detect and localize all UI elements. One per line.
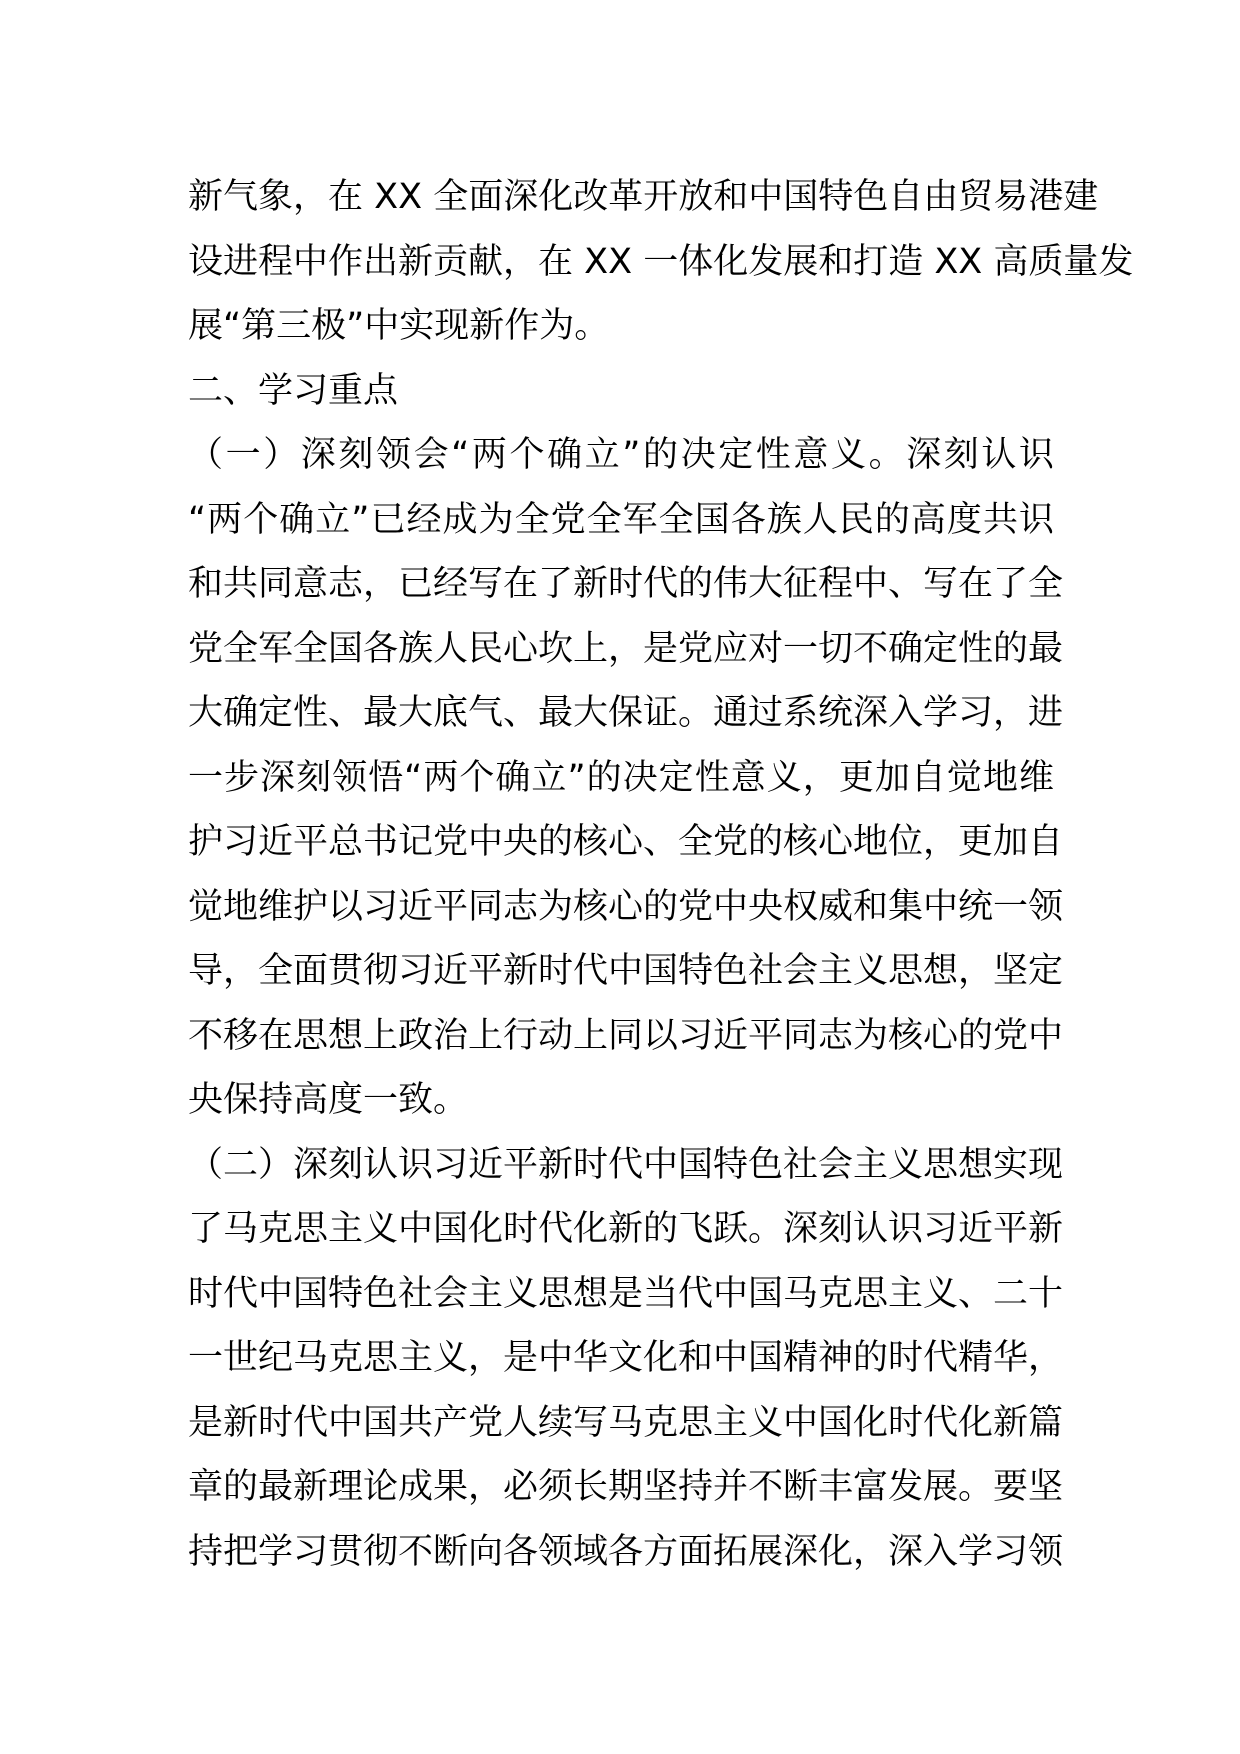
text-line: “两个确立”已经成为全党全军全国各族人民的高度共识 [188,499,1054,540]
document-body [188,165,1134,1584]
text-line: （二）深刻认识习近平新时代中国特色社会主义思想实现 [188,1144,1064,1185]
text-line: 觉地维护以习近平同志为核心的党中央权威和集中统一领 [188,886,1064,927]
text-line: 一步深刻领悟“两个确立”的决定性意义，更加自觉地维 [188,757,1054,798]
text-line: 是新时代中国共产党人续写马克思主义中国化时代化新篇 [188,1402,1064,1443]
text-line: 一世纪马克思主义，是中华文化和中国精神的时代精华， [188,1338,1064,1378]
text-line: 设进程中作出新贡献，在 XX 一体化发展和打造 XX 高质量发 [188,241,1134,282]
text-line: 导，全面贯彻习近平新时代中国特色社会主义思想，坚定 [188,951,1064,991]
text-line: 不移在思想上政治上行动上同以习近平同志为核心的党中 [188,1015,1064,1056]
text-line: （一）深刻领会“两个确立”的决定性意义。深刻认识 [188,435,1054,475]
text-line: 大确定性、最大底气、最大保证。通过系统深入学习，进 [188,693,1064,733]
text-line: 央保持高度一致。 [188,1080,469,1120]
text-line: 章的最新理论成果，必须长期坚持并不断丰富发展。要坚 [188,1467,1064,1507]
text-line: 新气象，在 XX 全面深化改革开放和中国特色自由贸易港建 [188,177,1099,217]
text-line: 了马克思主义中国化时代化新的飞跃。深刻认识习近平新 [188,1209,1064,1249]
text-line: 展“第三极”中实现新作为。 [188,306,610,346]
text-line: 党全军全国各族人民心坎上，是党应对一切不确定性的最 [188,628,1064,669]
text-line: 和共同意志，已经写在了新时代的伟大征程中、写在了全 [188,564,1064,604]
section-heading: 二、学习重点 [188,370,399,411]
text-line: 持把学习贯彻不断向各领域各方面拓展深化，深入学习领 [188,1531,1064,1572]
text-line: 时代中国特色社会主义思想是当代中国马克思主义、二十 [188,1273,1064,1314]
text-line: 护习近平总书记党中央的核心、全党的核心地位，更加自 [188,822,1064,862]
